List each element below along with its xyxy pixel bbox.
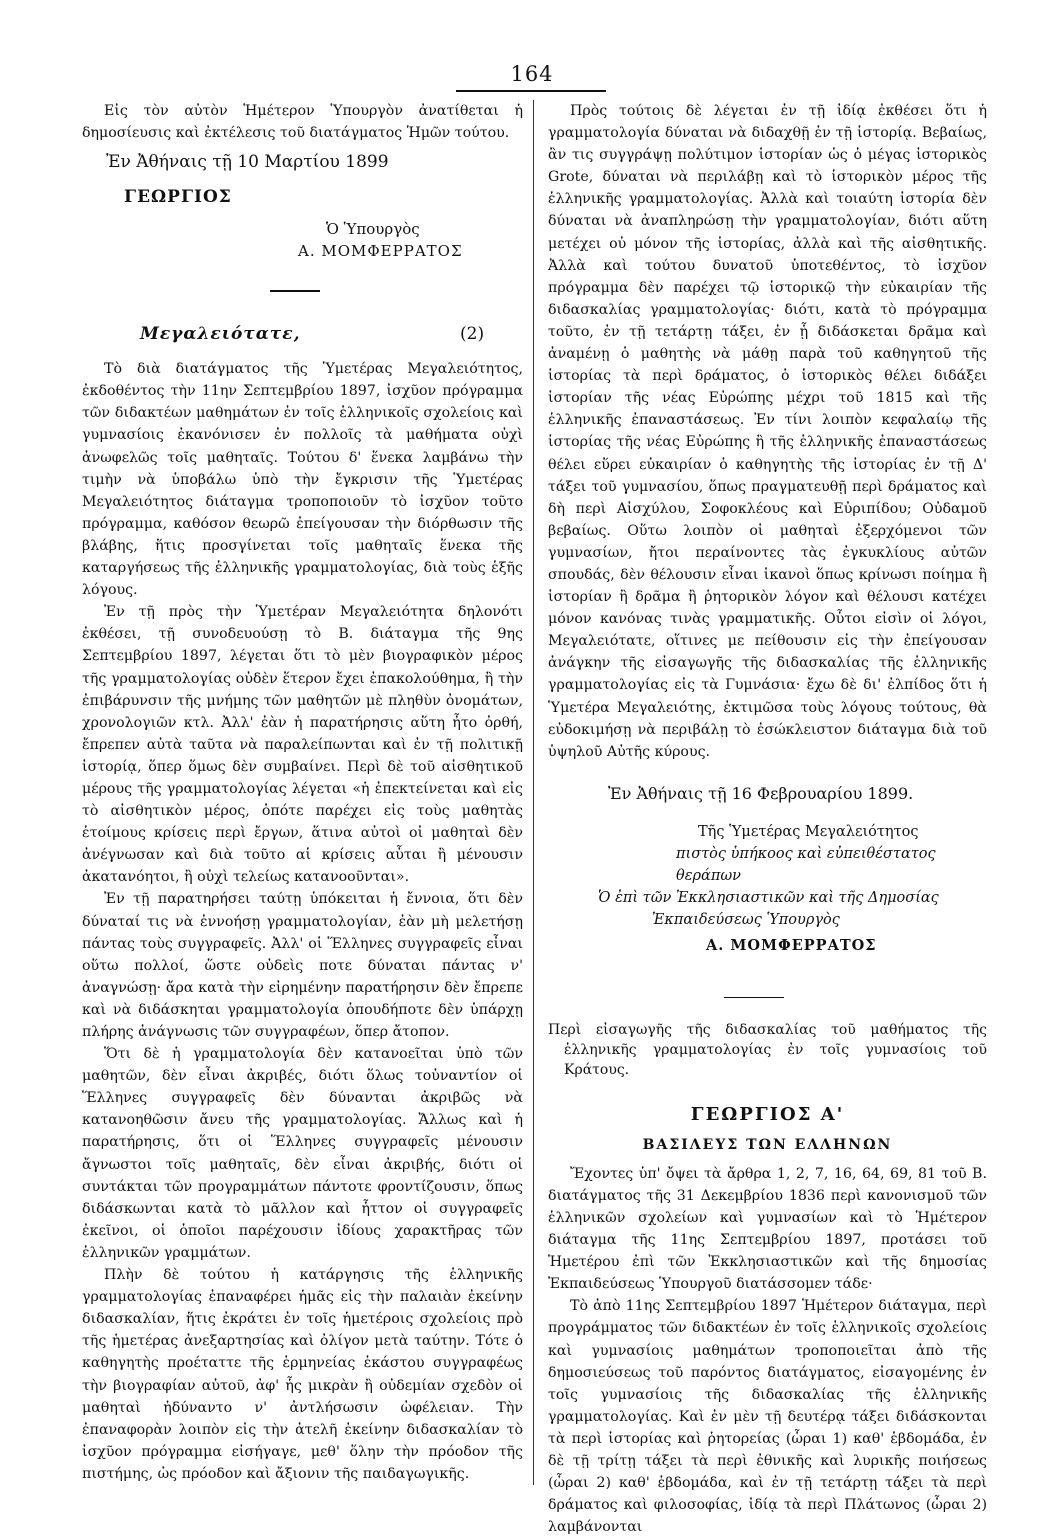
document-number: (2) [460,324,485,345]
right-column [548,100,987,1538]
left-paragraph-4: Ὅτι δὲ ἡ γραμματολογία δὲν κατανοεῖται ὑπὸ τῶν μαθητῶν, δὲν εἶναι ἀκριβές, διότι ὅλως τοὐναντίον οἱ Ἕλληνες συγγραφεῖς δὲν δύνανται ἀκριβῶς νὰ κατανοηθῶσιν ἄνευ τῆς γραμματολογίας. Ἄλλως καὶ ἡ παρατήρησις, ὅτι οἱ Ἕλληνες συγγραφεῖς μένουσιν ἄγνωστοι τοῖς μαθηταῖς, δὲν εἶναι ἀκριβής, διότι οἱ συντάκται τῶν προγραμμάτων πάντοτε φροντίζουσιν, ὅπως διδάσκωνται κατὰ τὸ μᾶλλον καὶ ἧττον οἱ συγγραφεῖς ἐκεῖνοι, οἱ ὁποῖοι παρέχουσιν ἰδίους χαρακτῆρας τῶν ἑλληνικῶν γραμμάτων. [82,1046,523,1261]
top-rule [456,90,606,92]
decree-intro: Ἔχοντες ὑπ' ὄψει τὰ ἄρθρα 1, 2, 7, 16, 64, 69, 81 τοῦ Β. διατάγματος τῆς 31 Δεκεμβρίου 1836 περὶ κανονισμοῦ τῶν ἑλληνικῶν σχολείων καὶ γυμνασίων καὶ τὸ Ἡμέτερον διάταγμα τῆς 11ης Σεπτεμβρίου 1897, προτάσει τοῦ Ἡμετέρου ἐπὶ τῶν Ἐκκλησιαστικῶν καὶ τῆς δημοσίας Ἐκπαιδεύσεως Ὑπουργοῦ διατάσσομεν τάδε· [548,1165,987,1293]
left-date-line: Ἐν Ἀθήναις τῇ 10 Μαρτίου 1899 [106,152,389,173]
section-rule-right [724,997,784,998]
closing-signer-name: Α. ΜΟΜΦΕΡΡΑΤΟΣ [706,936,877,954]
decree-caption: Περὶ εἰσαγωγῆς τῆς διδασκαλίας τοῦ μαθήματος τῆς ἑλληνικῆς γραμματολογίας ἐν τοῖς γυμνασίοις τοῦ Κράτους. [548,1021,987,1078]
decree-body: Τὸ ἀπὸ 11ης Σεπτεμβρίου 1897 Ἡμέτερον διάταγμα, περὶ προγράμματος τῶν διδακτέων ἐν τοῖς ἑλληνικοῖς σχολείοις καὶ γυμνασίοις μαθημάτων τροποποιεῖται ἀπὸ τῆς δημοσιεύσεως τοῦ παρόντος διατάγματος, εἰσαγομένης ἐν τοῖς γυμνασίοις τῆς διδασκαλίας τῆς ἑλληνικῆς γραμματολογίας. Καὶ ἐν μὲν τῇ δευτέρᾳ τάξει διδάσκονται τὰ περὶ ἱστορίας καὶ ῥητορείας (ὧραι 1) καθ' ἑβδομάδα, ἐν δὲ τῇ τρίτῃ τάξει τὰ περὶ ἐθνικῆς καὶ λυρικῆς ποιήσεως (ὧραι 2) καθ' ἑβδομάδα, καὶ ἐν τῇ τετάρτῃ τάξει τὰ περὶ δράματος καὶ φιλοσοφίας, ἰδίᾳ τὰ περὶ Πλάτωνος (ὧραι 2) λαμβάνονται [548,1298,987,1536]
left-paragraph-2: Ἐν τῇ πρὸς τὴν Ὑμετέραν Μεγαλειότητα δηλονότι ἐκθέσει, τῇ συνοδευούσῃ τὸ Β. διάταγμα τῆς 9ης Σεπτεμβρίου 1897, λέγεται ὅτι τὸ μὲν βιογραφικὸν μέρος τῆς γραμματολογίας οὐδὲν ἕτερον ἔχει ἐπακολούθημα, ἢ τὴν ἐπιβάρυνσιν τῆς μνήμης τῶν μαθητῶν μὲ πληθὺν ὀνομάτων, χρονολογιῶν κτλ. Ἀλλ' ἐὰν ἡ παρατήρησις αὕτη ἦτο ὀρθή, ἔπρεπεν αὐτὰ ταῦτα νὰ παραλείπωνται καὶ ἐν τῇ πολιτικῇ ἱστορίᾳ, ὅπερ ὅμως δὲν συμβαίνει. Περὶ δὲ τοῦ αἰσθητικοῦ μέρους τῆς γραμματολογίας λέγεται «ἡ ἐπεκτείνεται καὶ εἰς τὸ αἰσθητικὸν μέρος, ὁπότε παρέχει εἰς τοὺς μαθητὰς ἑτοίμους κρίσεις περὶ ἔργων, ἅτινα αὐτοὶ οἱ μαθηταὶ δὲν ἀνέγνωσαν καὶ διὰ τοῦτο αἱ κρίσεις αὗται ἢ μένουσιν ἀκατανόητοι, ἢ οὐχὶ τελείως κατανοοῦνται». [82,604,523,886]
left-paragraph-5: Πλὴν δὲ τούτου ἡ κατάργησις τῆς ἑλληνικῆς γραμματολογίας ἐπαναφέρει ἡμᾶς εἰς τὴν παλαιὰν ἐκείνην διδασκαλίαν, ἥτις ἐκράτει ἐν τοῖς ἡμετέροις σχολείοις πρὸ τῆς ἡμετέρας ἀνεξαρτησίας καὶ ὀλίγον μετὰ ταύτην. Τότε ὁ καθηγητὴς προέταττε τῆς ἑρμηνείας ἑκάστου συγγραφέως τὴν βιογραφίαν αὐτοῦ, ἀφ' ἧς μικρὰν ἢ οὐδεμίαν σχεδὸν οἱ μαθηταὶ ἠδύναντο ν' ἀντλήσωσιν ὠφέλειαν. Τὴν ἐπαναφορὰν λοιπὸν εἰς τὴν ἀτελῆ ἐκείνην διδασκαλίαν τὸ ἰσχῦον πρόγραμμα εἰσήγαγε, μεθ' ὅλην τὴν πρόοδον τῆς πιστήμης, ὡς πρόοδον καὶ ἄξιονιν τῆς παιδαγωγικῆς. [82,1267,523,1482]
left-paragraph-1: Τὸ διὰ διατάγματος τῆς Ὑμετέρας Μεγαλειότητος, ἐκδοθέντος τὴν 11ην Σεπτεμβρίου 1897, ἰσχῦον πρόγραμμα τῶν διδακτέων μαθημάτων ἐν τοῖς ἑλληνικοῖς σχολείοις καὶ γυμνασίοις ἐκανόνισεν ἐν πολλοῖς τὰ μαθήματα οὐχὶ ἀνωφελῶς τοῖς μαθηταῖς. Τούτου δ' ἕνεκα λαμβάνω τὴν τιμὴν νὰ ὑποβάλω ὑπὸ τὴν ἔγκρισιν τῆς Ὑμετέρας Μεγαλειότητος διάταγμα τροποποιοῦν τὸ ἰσχῦον τοῦτο πρόγραμμα, καθόσον θεωρῶ ἐπείγουσαν τὴν διόρθωσιν τῆς βλάβης, ἥτις προσγίνεται τοῖς μαθηταῖς ἕνεκα τῆς καταργήσεως τῆς ἑλληνικῆς γραμματολογίας, διὰ τοὺς ἑξῆς λόγους. [82,361,523,599]
king-title: ΓΕΩΡΓΙΟΣ Α' [690,1103,845,1125]
right-paragraph-top: Πρὸς τούτοις δὲ λέγεται ἐν τῇ ἰδίᾳ ἐκθέσει ὅτι ἡ γραμματολογία δύναται νὰ διδαχθῇ ἐν τῇ ἱστορίᾳ. Βεβαίως, ἂν τις συγγράψῃ πολύτιμον ἱστορίαν ὡς ὁ μέγας ἱστορικὸς Grote, δύναται νὰ περιλάβῃ καὶ τὸ ἱστορικὸν μέρος τῆς ἑλληνικῆς γραμματολογίας. Ἀλλὰ καὶ τοιαύτη ἱστορία δὲν δύναται νὰ ἀναπληρώσῃ τὴν γραμματολογίαν, διότι αὕτη μετέχει οὐ μόνον τῆς ἱστορίας, ἀλλὰ καὶ τῆς αἰσθητικῆς. Ἀλλὰ καὶ τούτου δυνατοῦ ὑποτεθέντος, τὸ ἰσχῦον πρόγραμμα δὲν παρέχει τῷ ἱστορικῷ τὴν εὐκαιρίαν τῆς διδασκαλίας γραμματολογίας· διότι, κατὰ τὸ πρόγραμμα τοῦτο, ἐν τῇ τετάρτῃ τάξει, ἐν ᾗ διδάσκεται δρᾶμα καὶ ἀναμένῃ ὁ μαθητὴς νὰ μάθῃ παρὰ τοῦ καθηγητοῦ τῆς ἱστορίας τὰ περὶ δράματος, ὁ ἱστορικὸς θέλει διδάξει ἱστορίαν τῆς νέας Εὐρώπης μέχρι τοῦ 1815 καὶ τῆς ἑλληνικῆς ἐπαναστάσεως. Ἐν τίνι λοιπὸν κεφαλαίῳ τῆς ἱστορίας τῆς νέας Εὐρώπης ἢ τῆς ἑλληνικῆς ἐπαναστάσεως θέλει εὕρει εὐκαιρίαν ὁ καθηγητὴς τῆς ἱστορίας ἐν τῇ Δ' τάξει τοῦ γυμνασίου, ὅπως πραγματευθῇ περὶ δράματος καὶ δὴ περὶ Αἰσχύλου, Σοφοκλέους καὶ Εὐριπίδου; Οὐδαμοῦ βεβαίως. Οὕτω λοιπὸν οἱ μαθηταὶ ἐξερχόμενοι τῶν γυμνασίων, ἤτοι περαίνοντες τὰς ἐγκυκλίους αὐτῶν σπουδάς, δὲν θέλουσιν εἶναι ἱκανοὶ ὅπως κρίνωσι ποίημα ἢ ἱστορίαν ἢ δρᾶμα ἢ ῥητορικὸν λόγον καὶ θέλουσι κατέχει μόνον κανόνας τινὰς γραμματικῆς. Οὗτοι εἰσὶν οἱ λόγοι, Μεγαλειότατε, οἵτινες με πείθουσιν εἰς τὴν ἐπείγουσαν ἀνάγκην τῆς εἰσαγωγῆς τῆς διδασκαλίας τῆς ἑλληνικῆς γραμματολογίας εἰς τὰ Γυμνάσια· ἔχω δὲ δι' ἐλπίδος ὅτι ἡ Ὑμετέρα Μεγαλειότης, ἐκτιμῶσα τοὺς λόγους τούτους, θὰ εὐδοκιμήσῃ νὰ περιβάλῃ τὸ ἐσώκλειστον διάταγμα διὰ τοῦ ὑψηλοῦ Αὐτῆς κύρους. [548,103,987,760]
left-minister-name: Α. ΜΟΜΦΕΡΡΑΤΟΣ [298,242,463,261]
letter-salutation: Μεγαλειότατε, [140,324,301,345]
left-signer: ΓΕΩΡΓΙΟΣ [124,187,232,208]
closing-line-1: Τῆς Ὑμετέρας Μεγαλειότητος [698,823,919,840]
closing-line-2: πιστὸς ὑπήκοος καὶ εὐπειθέστατος θεράπων [676,845,936,884]
left-minister-title: Ὁ Ὑπουργὸς [326,220,420,239]
king-subtitle: ΒΑΣΙΛΕΥΣ ΤΩΝ ΕΛΛΗΝΩΝ [642,1136,893,1153]
closing-line-4: Ἐκπαιδεύσεως Ὑπουργὸς [652,911,840,928]
section-rule [270,290,320,292]
left-intro-paragraph: Εἰς τὸν αὐτὸν Ἡμέτερον Ὑπουργὸν ἀνατίθεται ἡ δημοσίευσις καὶ ἐκτέλεσις τοῦ διατάγματος Ἡμῶν τούτου. [82,103,523,142]
left-column [82,100,523,1485]
page-number: 164 [510,62,554,86]
left-paragraph-3: Ἐν τῇ παρατηρήσει ταύτῃ ὑπόκειται ἡ ἔννοια, ὅτι δὲν δύναταί τις νὰ ἐννοήσῃ γραμματολογίαν, ἐὰν μὴ μελετήσῃ πάντας τοὺς συγγραφεῖς. Ἀλλ' οἱ Ἕλληνες συγγραφεῖς εἶναι οὕτω πολλοί, ὥστε οὐδεὶς ποτε δύναται πάντας ν' ἀναγνώσῃ· ἄρα κατὰ τὴν εἰρημένην παρατήρησιν δὲν ἔπρεπε καὶ νὰ διδάσκηται γραμματολογία ὁπουδήποτε δὲν ὑπάρχῃ πλήρης ἀνάγνωσις τῶν συγγραφέων, ὅπερ ἄτοπον. [82,891,523,1040]
closing-line-3: Ὁ ἐπὶ τῶν Ἐκκλησιαστικῶν καὶ τῆς Δημοσίας [598,889,939,906]
column-divider [533,100,534,1485]
right-closing-date: Ἐν Ἀθήναις τῇ 16 Φεβρουαρίου 1899. [608,783,914,803]
letter-heading-row [82,324,523,358]
